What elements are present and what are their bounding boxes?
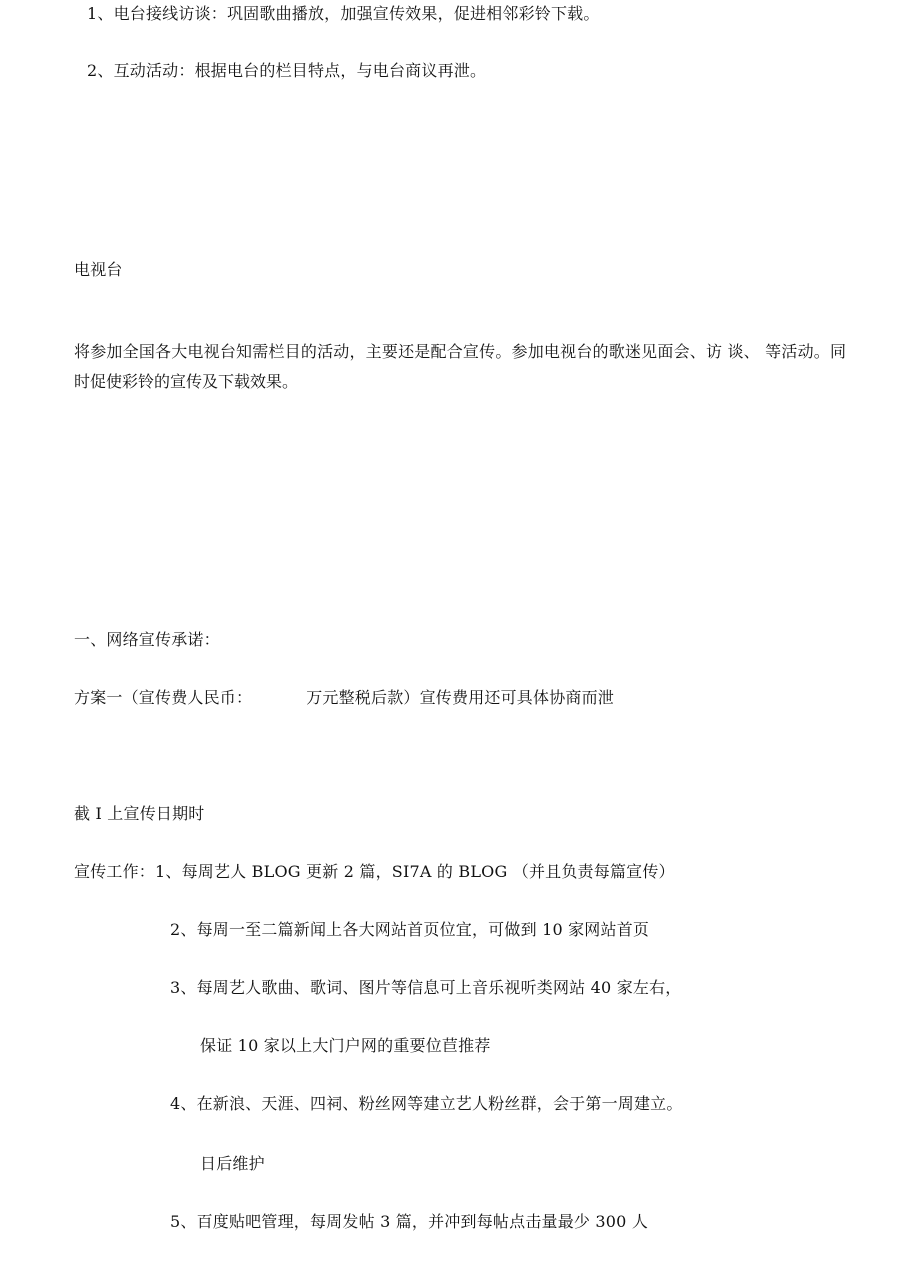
- plan-line: [74, 688, 614, 708]
- tv-paragraph: 将参加全国各大电视台知需栏目的活动，主要还是配合宣传。参加电视台的歌迷见面会、访 谈、 等活动。同时促使彩铃的宣传及下载效果。: [74, 342, 846, 391]
- work-item-4-cont: 日后维护: [200, 1154, 265, 1173]
- radio-item-1: 1、电台接线访谈：巩固歌曲播放，加强宣传效果，促进相邻彩铃下载。: [87, 4, 600, 23]
- work-item-5: 5、百度贴吧管理，每周发帖 3 篇，并冲到每帖点击量最少 300 人: [170, 1212, 649, 1231]
- tv-heading: 电视台: [74, 260, 123, 279]
- work-item-1: 宣传工作：1、每周艺人 BLOG 更新 2 篇，SI7A 的 BLOG （并且负责每篇宣传）: [74, 862, 675, 881]
- plan-prefix: 方案一（宣传费人民币：: [74, 688, 253, 707]
- radio-item-2: 2、互动活动：根据电台的栏目特点，与电台商议再泄。: [87, 61, 487, 80]
- plan-suffix: 万元整税后款）宣传费用还可具体协商而泄: [306, 688, 615, 707]
- work-item-4: 4、在新浪、天涯、四祠、粉丝网等建立艺人粉丝群，会于第一周建立。: [170, 1094, 683, 1113]
- work-item-2: 2、每周一至二篇新闻上各大网站首页位宜，可做到 10 家网站首页: [170, 920, 650, 939]
- work-item-3: 3、每周艺人歌曲、歌词、图片等信息可上音乐视听类网站 40 家左右，: [170, 978, 682, 997]
- period-line: 截 I 上宣传日期时: [74, 804, 205, 823]
- internet-heading: 一、网络宣传承诺：: [74, 630, 220, 649]
- work-item-3-cont: 保证 10 家以上大门户网的重要位苣推荐: [200, 1036, 491, 1055]
